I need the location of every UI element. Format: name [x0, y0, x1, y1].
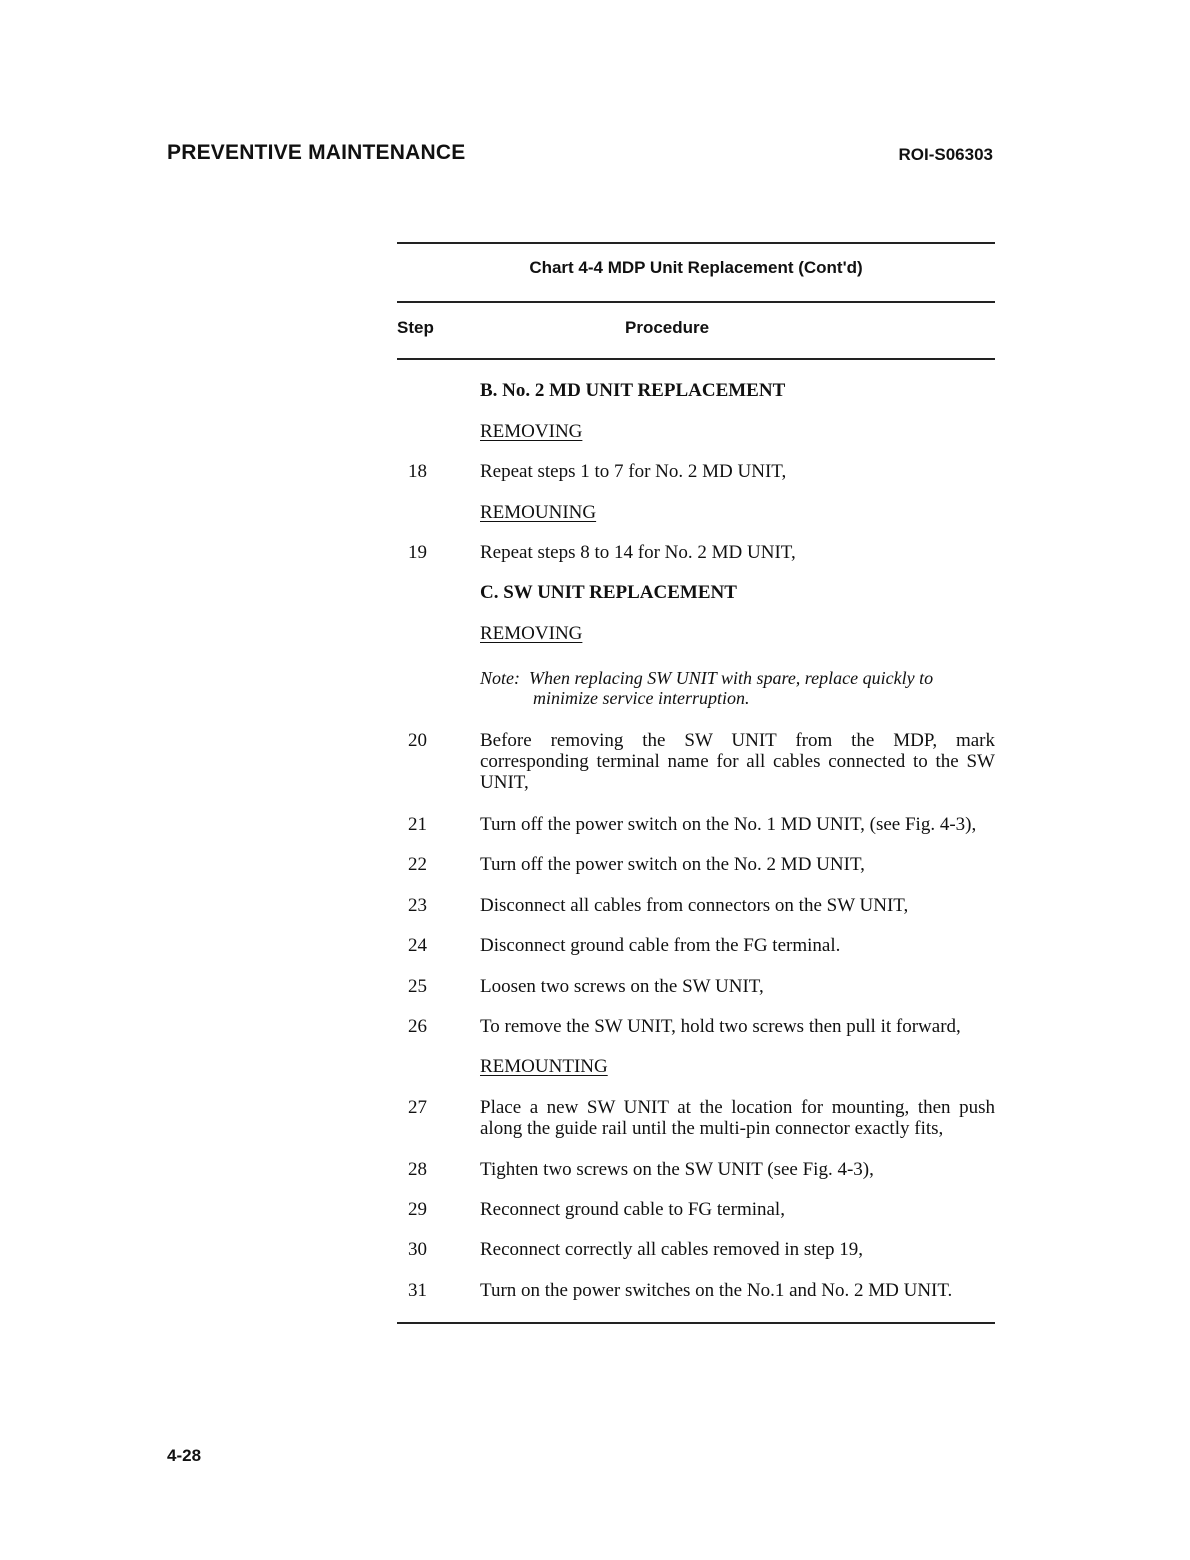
step-text: Disconnect ground cable from the FG terminal.: [480, 935, 841, 956]
step-number: 26: [408, 1016, 427, 1037]
step-text: Turn off the power switch on the No. 1 MD UNIT, (see Fig. 4-3),: [480, 814, 977, 835]
bottom-rule: [397, 1322, 995, 1324]
step-number: 24: [408, 935, 427, 956]
step-text: Turn on the power switches on the No.1 and No. 2 MD UNIT.: [480, 1280, 953, 1301]
remounting-label: REMOUNTING: [480, 1056, 608, 1077]
section-c-heading: C. SW UNIT REPLACEMENT: [480, 582, 737, 603]
step-text: Place a new SW UNIT at the location for mounting, then push along the guide rail until the multi-pin connector exactly fits,: [480, 1097, 995, 1139]
step-number: 29: [408, 1199, 427, 1220]
step-number: 28: [408, 1159, 427, 1180]
step-text: Disconnect all cables from connectors on the SW UNIT,: [480, 895, 909, 916]
step-number: 21: [408, 814, 427, 835]
section-c-removing-label: [480, 623, 995, 644]
step-text: Tighten two screws on the SW UNIT (see Fig. 4-3),: [480, 1159, 874, 1180]
step-text: To remove the SW UNIT, hold two screws then pull it forward,: [480, 1016, 961, 1037]
chart-title: Chart 4-4 MDP Unit Replacement (Cont'd): [529, 258, 863, 277]
step-text: Repeat steps 1 to 7 for No. 2 MD UNIT,: [480, 461, 787, 482]
step-number: 18: [408, 461, 427, 482]
step-number: 23: [408, 895, 427, 916]
removing-label: REMOVING: [480, 623, 583, 644]
note-block: [480, 668, 995, 708]
step-number: 20: [408, 730, 427, 751]
column-header-step: Step: [397, 318, 434, 337]
step-number: 31: [408, 1280, 427, 1301]
section-b-remounting-label: [480, 502, 995, 523]
step-number: 19: [408, 542, 427, 563]
step-number: 25: [408, 976, 427, 997]
step-number: 30: [408, 1239, 427, 1260]
document-id: ROI-S06303: [898, 145, 993, 164]
header-rule: [397, 358, 995, 360]
step-text: Reconnect ground cable to FG terminal,: [480, 1199, 785, 1220]
top-rule: [397, 242, 995, 244]
step-number: 27: [408, 1097, 427, 1118]
step-text: Reconnect correctly all cables removed in step 19,: [480, 1239, 864, 1260]
title-rule: [397, 301, 995, 303]
remounting-label: REMOUNING: [480, 502, 597, 523]
note-line: Note: When replacing SW UNIT with spare, replace quickly to: [480, 668, 934, 688]
section-c-remounting-label: [480, 1056, 995, 1077]
step-number: 22: [408, 854, 427, 875]
step-text: Turn off the power switch on the No. 2 MD UNIT,: [480, 854, 865, 875]
column-header-procedure: Procedure: [625, 318, 710, 337]
note-line: minimize service interruption.: [533, 688, 750, 708]
step-text: Loosen two screws on the SW UNIT,: [480, 976, 764, 997]
section-b-removing-label: [480, 421, 995, 442]
step-text: Repeat steps 8 to 14 for No. 2 MD UNIT,: [480, 542, 796, 563]
page-number: 4-28: [167, 1446, 202, 1465]
section-title: PREVENTIVE MAINTENANCE: [167, 141, 466, 164]
step-text: Before removing the SW UNIT from the MDP, mark corresponding terminal name for all cables connected to the SW UNIT,: [480, 730, 995, 793]
removing-label: REMOVING: [480, 421, 583, 442]
section-b-heading: B. No. 2 MD UNIT REPLACEMENT: [480, 380, 786, 401]
